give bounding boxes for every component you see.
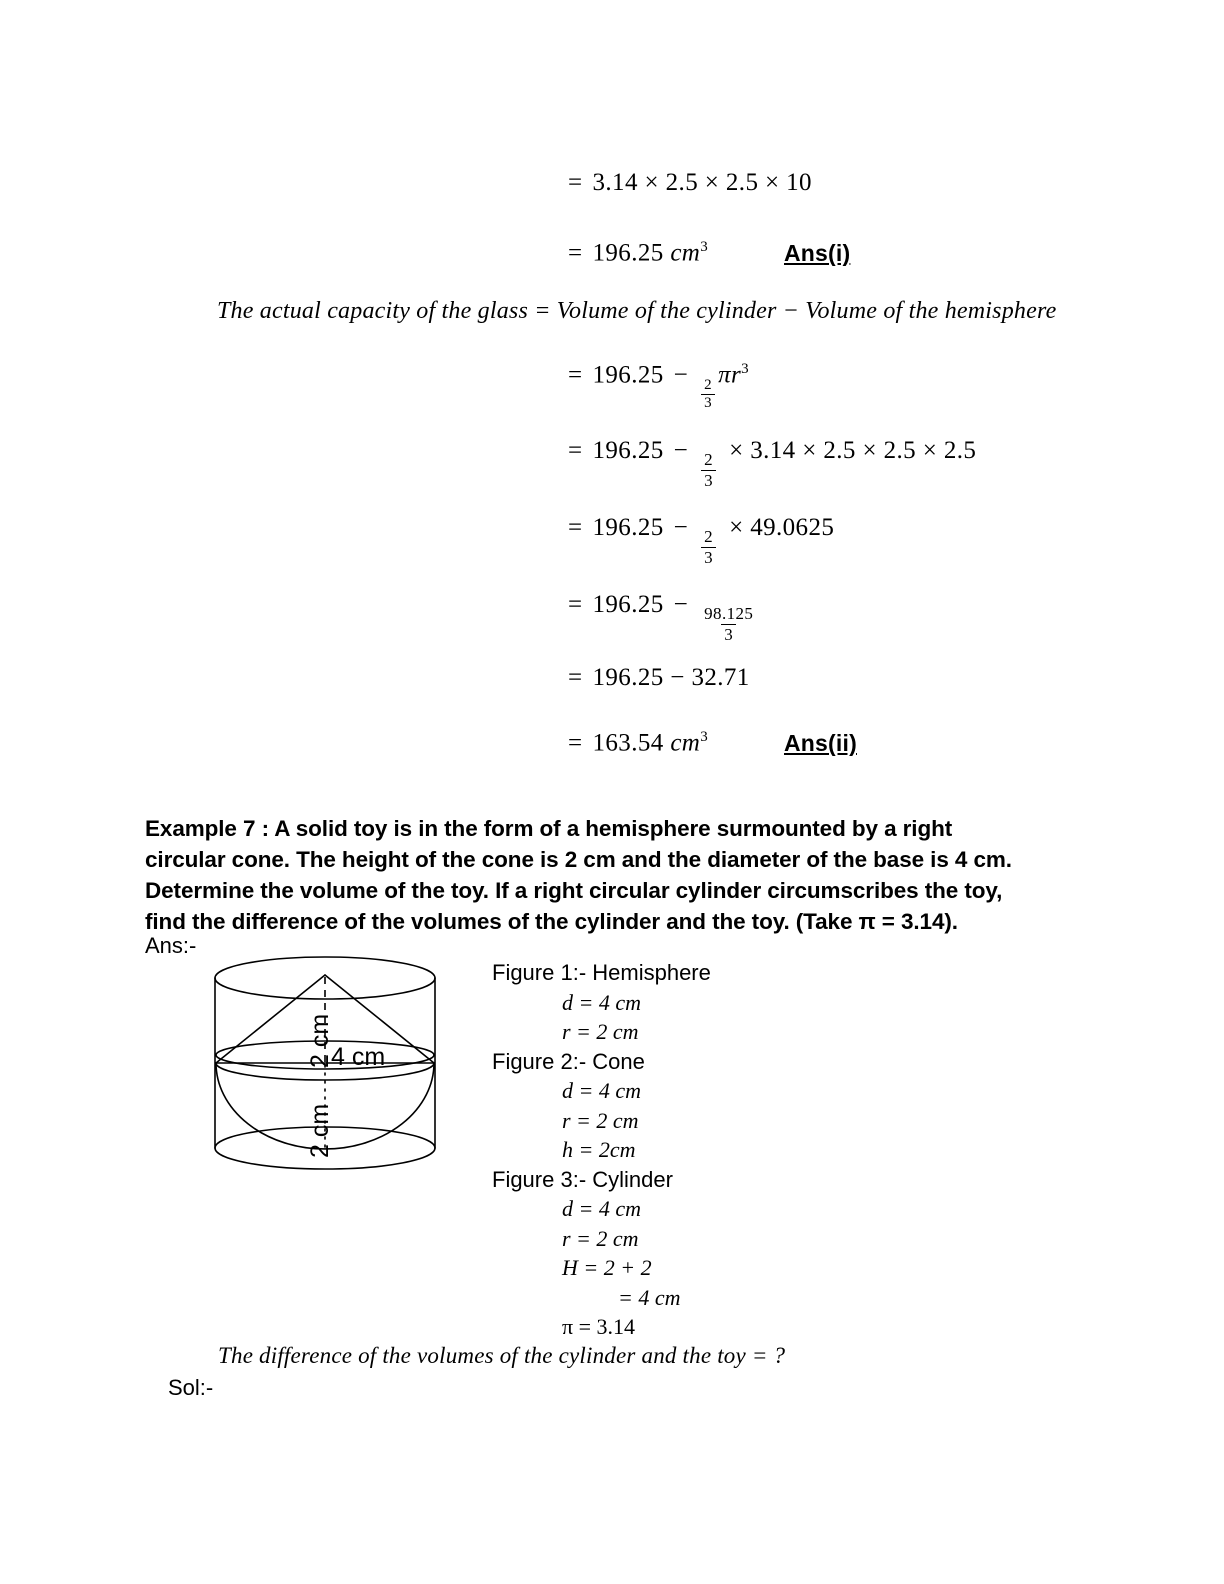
equation-line-4 (568, 438, 976, 490)
exponent-3: 3 (700, 729, 709, 745)
equation-line-2 (568, 240, 708, 265)
equation-2-value: 196.25 (592, 239, 664, 267)
unit-cm: cm (670, 729, 701, 757)
equals-sign: = (568, 361, 583, 389)
question-sentence: The difference of the volumes of the cylinder and the toy = ? (218, 1343, 786, 1368)
figure-2-row-d: d = 4 cm (562, 1078, 641, 1103)
figure-3-row-d: d = 4 cm (562, 1196, 641, 1221)
figure-2-row-h: h = 2cm (562, 1137, 636, 1162)
equation-7-expression: 196.25 − 32.71 (592, 664, 750, 691)
fraction-two-thirds (701, 451, 716, 490)
equals-sign: = (568, 664, 583, 691)
fraction-two-thirds (701, 378, 715, 413)
hemisphere-radius-label: 2 cm (306, 1103, 334, 1158)
equation-line-6 (568, 592, 759, 644)
fraction-numerator: 98.125 (704, 604, 754, 624)
minus-sign: − (673, 361, 689, 389)
minus-sign: − (673, 591, 689, 618)
equals-sign: = (568, 239, 583, 267)
fraction-numerator: 2 (704, 527, 714, 547)
figure-2-row-r: r = 2 cm (562, 1107, 639, 1133)
equals-sign: = (568, 514, 583, 541)
equation-line-7 (568, 665, 750, 690)
figure-data-column (470, 958, 800, 1342)
equals-sign: = (568, 169, 583, 196)
equation-8-value: 163.54 (592, 729, 664, 757)
equation-line-8 (568, 730, 708, 755)
capacity-sentence: The actual capacity of the glass = Volume of the cylinder − Volume of the hemisphere (217, 298, 1057, 324)
equation-1-expression: 3.14 × 2.5 × 2.5 × 10 (592, 169, 812, 196)
equation-3-value: 196.25 (592, 361, 664, 389)
figure-group-2 (470, 1047, 800, 1165)
cone-height-label: 2 cm (306, 1013, 334, 1068)
equation-line-5 (568, 515, 834, 567)
figure-3-row-H: H = 2 + 2 (562, 1255, 652, 1280)
figure-3-row-H-result: = 4 cm (618, 1284, 681, 1310)
equals-sign: = (568, 437, 583, 464)
equation-line-3 (568, 362, 749, 412)
sol-label: Sol:- (168, 1375, 214, 1400)
fraction-98125-over-3 (701, 605, 756, 644)
unit-cm: cm (670, 239, 701, 267)
fraction-denominator: 3 (721, 624, 736, 644)
equation-line-1 (568, 170, 812, 195)
equation-6-value: 196.25 (592, 591, 664, 618)
fraction-denominator: 3 (701, 547, 716, 567)
example-statement: Example 7 : A solid toy is in the form of a hemisphere surmounted by a right circular cone. The height of the cone is 2 cm and the diameter of the base is 4 cm. Determine the volume of the toy. If a right circular cylinder circumscribes the toy, find the difference of the volumes of the cylinder and the toy. (Take π = 3.14). (145, 816, 1012, 934)
figure-1-row-r: r = 2 cm (562, 1019, 639, 1044)
answer-marker-i: Ans(i) (784, 240, 851, 266)
answer-marker-ii: Ans(ii) (784, 730, 857, 756)
equation-4-value: 196.25 (592, 437, 664, 464)
figure-group-1 (470, 958, 800, 1047)
pi-r-term: πr (718, 361, 742, 389)
figure-3-heading: Figure 3:- Cylinder (492, 1166, 673, 1192)
equals-sign: = (568, 729, 583, 757)
solid-toy-diagram (205, 950, 465, 1195)
fraction-denominator: 3 (701, 394, 715, 412)
exponent-3: 3 (700, 239, 709, 255)
fraction-numerator: 2 (704, 376, 713, 393)
fraction-denominator: 3 (701, 470, 716, 490)
equation-5-tail: × 49.0625 (729, 514, 835, 541)
exponent-3: 3 (741, 361, 750, 377)
figure-1-heading: Figure 1:- Hemisphere (492, 960, 711, 985)
fraction-two-thirds (701, 528, 716, 567)
figure-3-row-pi: π = 3.14 (562, 1314, 636, 1339)
equals-sign: = (568, 591, 583, 618)
minus-sign: − (673, 514, 689, 541)
ans-label: Ans:- (145, 933, 197, 958)
figure-1-row-d: d = 4 cm (562, 989, 641, 1015)
figure-3-row-r: r = 2 cm (562, 1225, 639, 1251)
equation-4-tail: × 3.14 × 2.5 × 2.5 × 2.5 (729, 437, 977, 464)
diameter-label: 4 cm (331, 1043, 386, 1071)
equation-5-value: 196.25 (592, 514, 664, 541)
minus-sign: − (673, 437, 689, 464)
figure-2-heading: Figure 2:- Cone (492, 1048, 645, 1074)
fraction-numerator: 2 (704, 450, 714, 470)
figure-group-3 (470, 1165, 800, 1342)
